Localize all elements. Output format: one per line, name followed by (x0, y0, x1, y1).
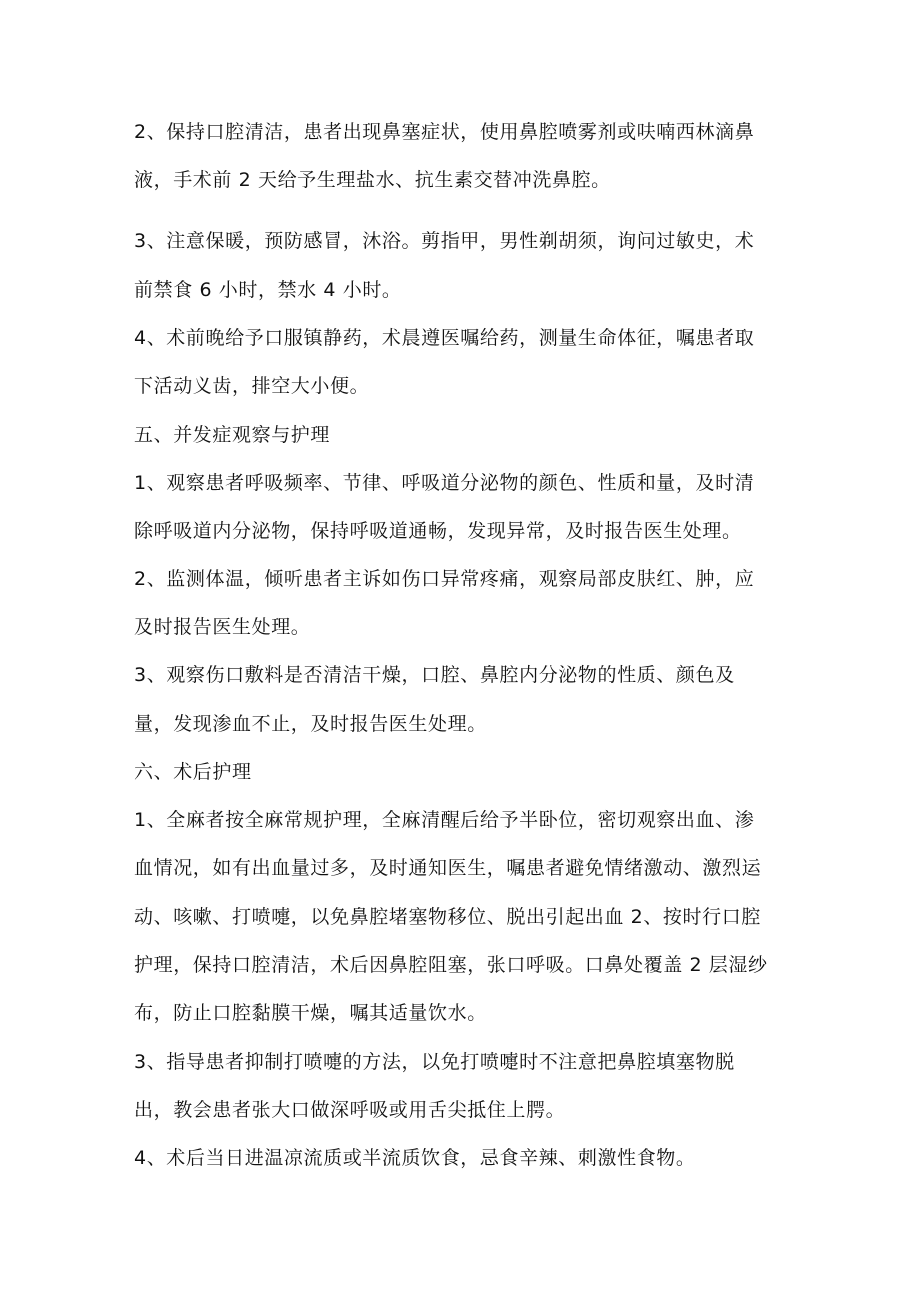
text-line: 及时报告医生处理。 (134, 616, 311, 638)
text-line: 1、全麻者按全麻常规护理，全麻清醒后给予半卧位，密切观察出血、渗 (134, 809, 755, 831)
text-line: 2、保持口腔清洁，患者出现鼻塞症状，使用鼻腔喷雾剂或呋喃西林滴鼻 (134, 121, 755, 143)
text-line: 3、观察伤口敷料是否清洁干燥，口腔、鼻腔内分泌物的性质、颜色及 (134, 664, 735, 686)
text-line: 2、监测体温，倾听患者主诉如伤口异常疼痛，观察局部皮肤红、肿，应 (134, 568, 755, 590)
text-line: 动、咳嗽、打喷嚏，以免鼻腔堵塞物移位、脱出引起出血 2、按时行口腔 (134, 906, 761, 928)
text-line: 除呼吸道内分泌物，保持呼吸道通畅，发现异常，及时报告医生处理。 (134, 520, 742, 542)
text-line: 3、注意保暖，预防感冒，沐浴。剪指甲，男性剃胡须，询问过敏史，术 (134, 230, 755, 252)
text-line: 布，防止口腔黏膜干燥，嘱其适量饮水。 (134, 1002, 487, 1024)
text-line: 前禁食 6 小时，禁水 4 小时。 (134, 279, 402, 301)
text-line: 护理，保持口腔清洁，术后因鼻腔阻塞，张口呼吸。口鼻处覆盖 2 层湿纱 (134, 954, 768, 976)
text-line: 血情况，如有出血量过多，及时通知医生，嘱患者避免情绪激动、激烈运 (134, 857, 762, 879)
section-heading: 五、并发症观察与护理 (134, 424, 331, 446)
text-line: 液，手术前 2 天给予生理盐水、抗生素交替冲洗鼻腔。 (134, 169, 611, 191)
text-line: 4、术前晚给予口服镇静药，术晨遵医嘱给药，测量生命体征，嘱患者取 (134, 327, 755, 349)
section-heading: 六、术后护理 (134, 761, 252, 783)
text-line: 4、术后当日进温凉流质或半流质饮食，忌食辛辣、刺激性食物。 (134, 1147, 696, 1169)
text-line: 3、指导患者抑制打喷嚏的方法，以免打喷嚏时不注意把鼻腔填塞物脱 (134, 1051, 735, 1073)
text-line: 1、观察患者呼吸频率、节律、呼吸道分泌物的颜色、性质和量，及时清 (134, 472, 755, 494)
text-line: 出，教会患者张大口做深呼吸或用舌尖抵住上腭。 (134, 1099, 566, 1121)
text-line: 量，发现渗血不止，及时报告医生处理。 (134, 713, 487, 735)
text-line: 下活动义齿，排空大小便。 (134, 375, 370, 397)
